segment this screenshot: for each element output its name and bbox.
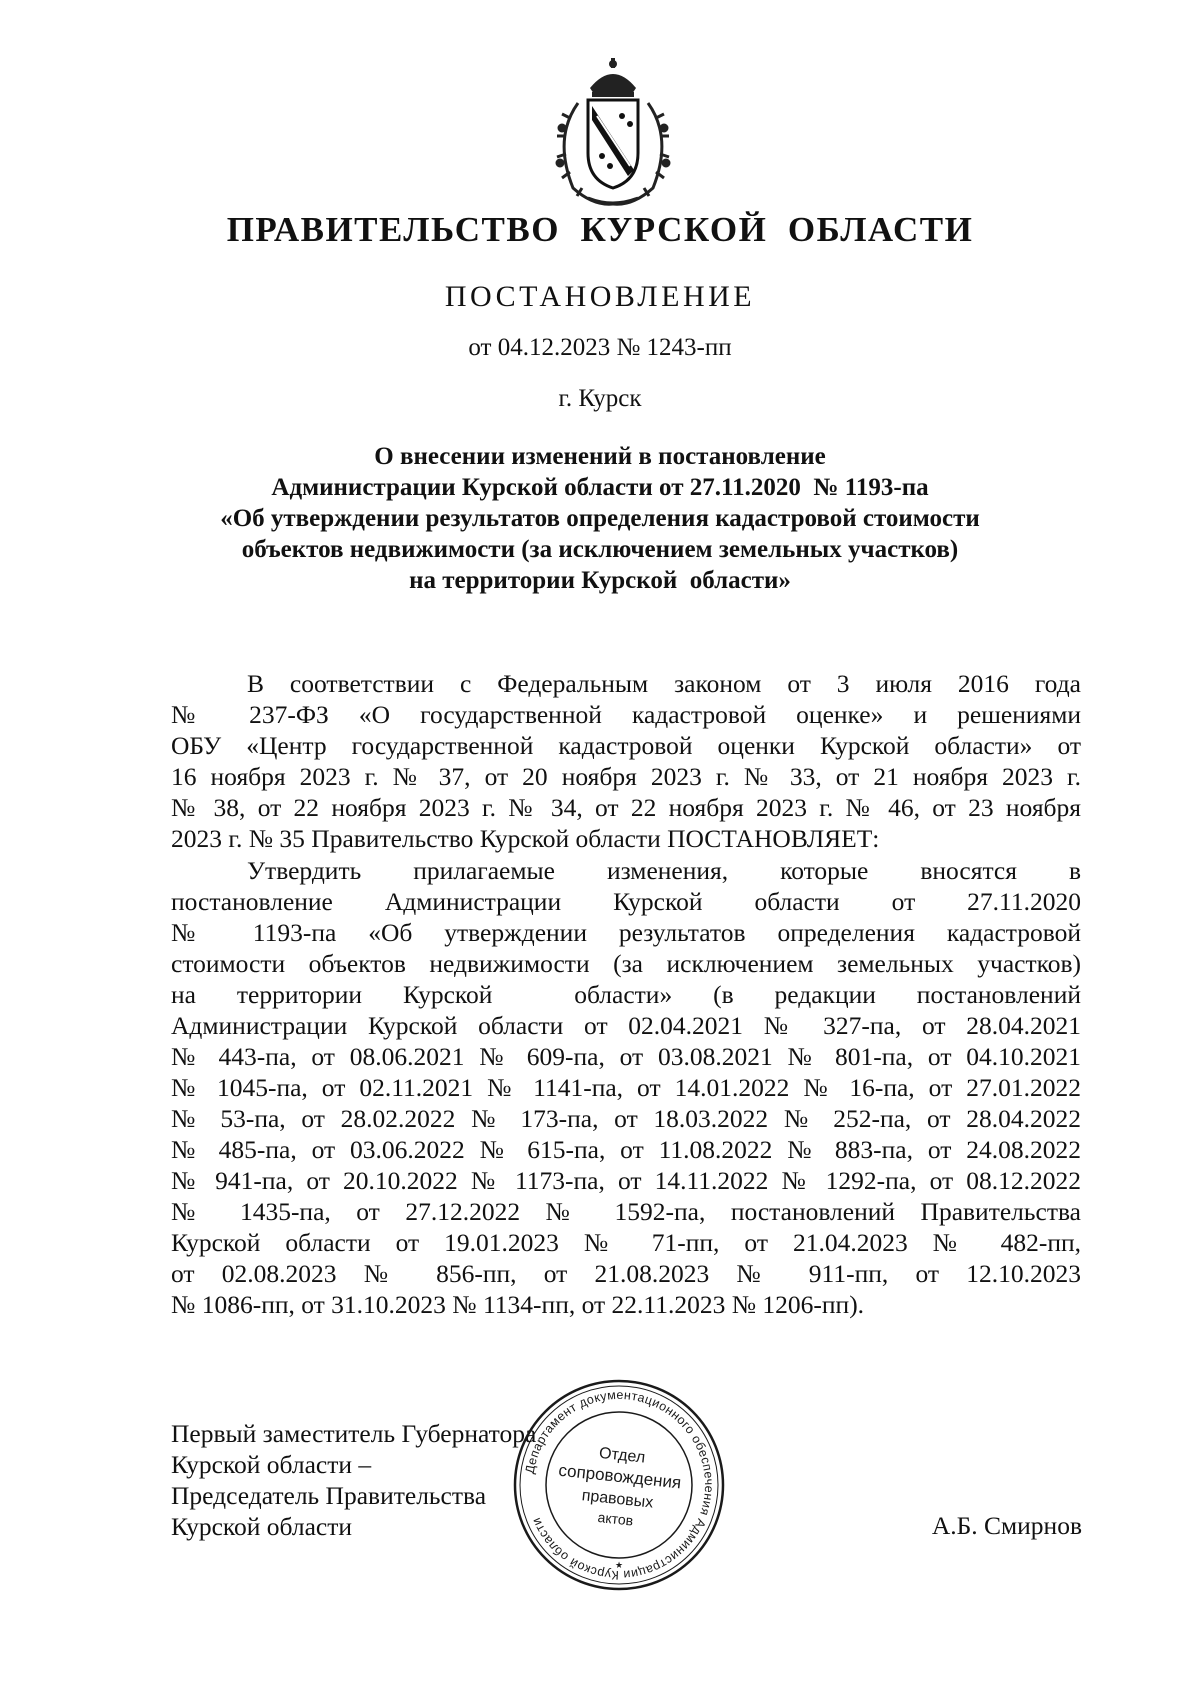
document-subject [0, 441, 1200, 596]
paragraph-line: № 485-па, от 03.06.2022 № 615-па, от 11.08.2022 № 883-па, от 24.08.2022 [171, 1135, 1081, 1164]
subject-line: О внесении изменений в постановление [374, 443, 826, 470]
stamp-center-line: актов [596, 1508, 634, 1529]
stamp-ring-text: Департамент документационного обеспечения Администрации Курской области [522, 1387, 717, 1583]
paragraph-line: Курской области от 19.01.2023 № 71-пп, от 21.04.2023 № 482-пп, [171, 1228, 1081, 1257]
paragraph-line: на территории Курской области» (в редакции постановлений [171, 980, 1081, 1009]
signatory-line: Председатель Правительства [171, 1481, 487, 1510]
paragraph-line: № 1045-па, от 02.11.2021 № 1141-па, от 14.01.2022 № 16-па, от 27.01.2022 [171, 1073, 1081, 1102]
paragraph-line: Администрации Курской области от 02.04.2021 № 327-па, от 28.04.2021 [171, 1011, 1081, 1040]
stamp-center-line: Отдел [598, 1444, 646, 1467]
signatory-line: Курской области [171, 1512, 353, 1541]
body-paragraph-resolution [171, 855, 1081, 1320]
stamp-center-line: сопровождения [557, 1460, 683, 1493]
paragraph-line: № 1435-па, от 27.12.2022 № 1592-па, постановлений Правительства [171, 1197, 1081, 1226]
paragraph-line: постановление Администрации Курской области от 27.11.2020 [171, 887, 1081, 916]
stamp-star-icon: ★ [614, 1560, 624, 1570]
signatory-line: Первый заместитель Губернатора [171, 1419, 537, 1448]
subject-line: объектов недвижимости (за исключением земельных участков) [241, 536, 959, 563]
paragraph-line: В соответствии с Федеральным законом от 3 июля 2016 года [247, 669, 1081, 698]
subject-line: на территории Курской области» [409, 567, 791, 594]
paragraph-line: № 237-ФЗ «О государственной кадастровой оценке» и решениями [171, 700, 1081, 729]
crown-icon [590, 58, 636, 97]
paragraph-line: № 38, от 22 ноября 2023 г. № 34, от 22 ноября 2023 г. № 46, от 23 ноября [171, 793, 1081, 822]
paragraph-line: ОБУ «Центр государственной кадастровой оценки Курской области» от [171, 731, 1081, 760]
signer-name: А.Б. Смирнов [931, 1511, 1082, 1540]
paragraph-line: 16 ноября 2023 г. № 37, от 20 ноября 2023 г. № 33, от 21 ноября 2023 г. [171, 762, 1081, 791]
signatory-position [171, 1418, 536, 1542]
paragraph-line: № 1086-пп, от 31.10.2023 № 1134-пп, от 22.11.2023 № 1206-пп). [171, 1290, 865, 1319]
paragraph-line: стоимости объектов недвижимости (за исключением земельных участков) [171, 949, 1081, 978]
paragraph-line: № 443-па, от 08.06.2021 № 609-па, от 03.08.2021 № 801-па, от 04.10.2021 [171, 1042, 1081, 1071]
government-title: ПРАВИТЕЛЬСТВО КУРСКОЙ ОБЛАСТИ [226, 210, 974, 249]
shield-icon [588, 100, 638, 188]
paragraph-line: от 02.08.2023 № 856-пп, от 21.08.2023 № 911-пп, от 12.10.2023 [171, 1259, 1081, 1288]
signatory-line: Курской области – [171, 1450, 372, 1479]
document-city: г. Курск [558, 385, 642, 412]
paragraph-line: № 941-па, от 20.10.2022 № 1173-па, от 14.11.2022 № 1292-па, от 08.12.2022 [171, 1166, 1081, 1195]
paragraph-line: 2023 г. № 35 Правительство Курской области ПОСТАНОВЛЯЕТ: [171, 824, 880, 853]
paragraph-line: № 53-па, от 28.02.2022 № 173-па, от 18.03.2022 № 252-па, от 28.04.2022 [171, 1104, 1081, 1133]
document-type: ПОСТАНОВЛЕНИЕ [444, 280, 756, 313]
paragraph-line: № 1193-па «Об утверждении результатов определения кадастровой [171, 918, 1081, 947]
body-paragraph-preamble [171, 668, 1081, 854]
stamp-center-line: правовых [580, 1487, 655, 1512]
subject-line: Администрации Курской области от 27.11.2020 № 1193-па [271, 474, 929, 501]
document-date-number: от 04.12.2023 № 1243-пп [468, 334, 732, 361]
official-stamp [512, 1378, 726, 1592]
paragraph-line: Утвердить прилагаемые изменения, которые вносятся в [247, 856, 1081, 885]
subject-line: «Об утверждении результатов определения кадастровой стоимости [220, 505, 980, 532]
coat-of-arms-emblem [548, 58, 678, 208]
